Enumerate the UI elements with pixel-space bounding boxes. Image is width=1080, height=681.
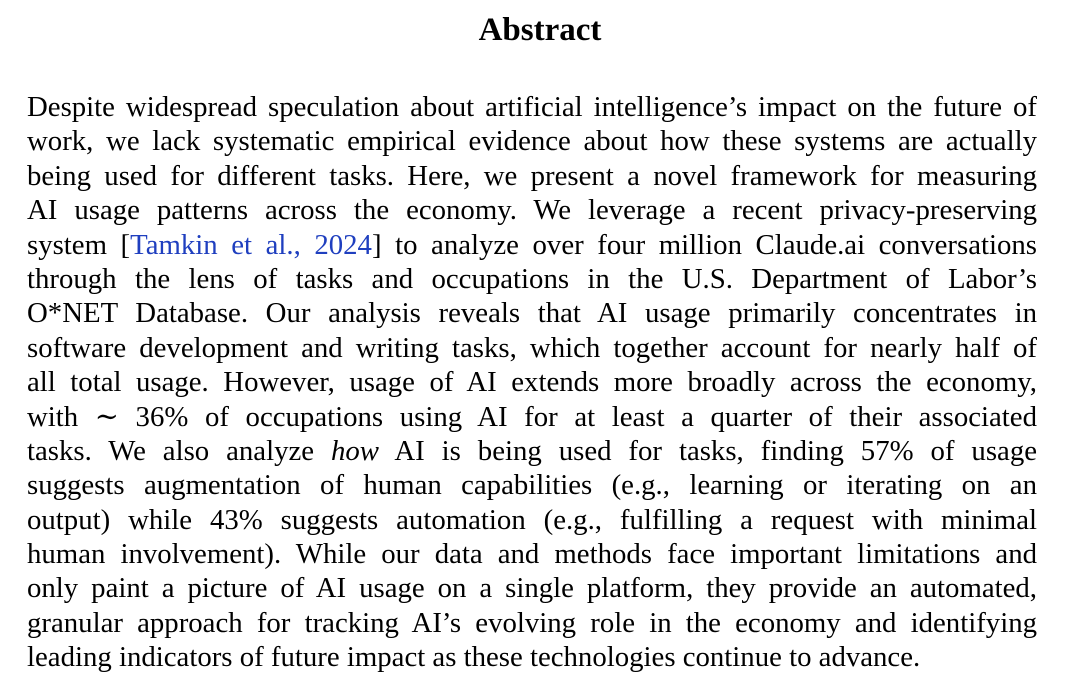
abstract-text: system [ [27,228,131,261]
abstract-line: output) while 43% suggests automation (e.g., fulfilling a request with minimal [27,503,1037,536]
abstract-body [27,90,1037,675]
abstract-text: tasks. We also analyze [27,434,331,467]
abstract-line: suggests augmentation of human capabilities (e.g., learning or iterating on an [27,469,1037,502]
abstract-line: all total usage. However, usage of AI extends more broadly across the economy, [27,366,1037,399]
abstract-line: Despite widespread speculation about artificial intelligence’s impact on the future of [27,91,1037,123]
abstract-text: AI is being used for tasks, finding 57% of usage [379,434,1037,467]
abstract-line: human involvement). While our data and methods face important limitations and [27,538,1037,571]
abstract-line: AI usage patterns across the economy. We leverage a recent privacy-preserving [27,194,1037,227]
abstract-text: ] to analyze over four million Claude.ai conversations [371,228,1037,261]
emphasis-how: how [330,434,379,467]
abstract-line: only paint a picture of AI usage on a single platform, they provide an automated, [27,572,1037,605]
abstract-heading: Abstract [478,12,602,48]
abstract-line: leading indicators of future impact as these technologies continue to advance. [27,641,921,674]
abstract-line: with ∼ 36% of occupations using AI for at least a quarter of their associated [27,400,1037,433]
abstract-line [27,434,1037,468]
abstract-line: software development and writing tasks, which together account for nearly half of [27,331,1037,364]
abstract-line: being used for different tasks. Here, we present a novel framework for measuring [27,159,1037,192]
abstract-line: granular approach for tracking AI’s evolving role in the economy and identifying [27,606,1037,639]
citation-link[interactable]: Tamkin et al., 2024 [130,228,372,261]
abstract-line: through the lens of tasks and occupations in the U.S. Department of Labor’s [27,262,1037,295]
abstract-line [27,228,1037,262]
abstract-line: work, we lack systematic empirical evidence about how these systems are actually [27,125,1037,158]
abstract-line: O*NET Database. Our analysis reveals that AI usage primarily concentrates in [27,297,1037,330]
